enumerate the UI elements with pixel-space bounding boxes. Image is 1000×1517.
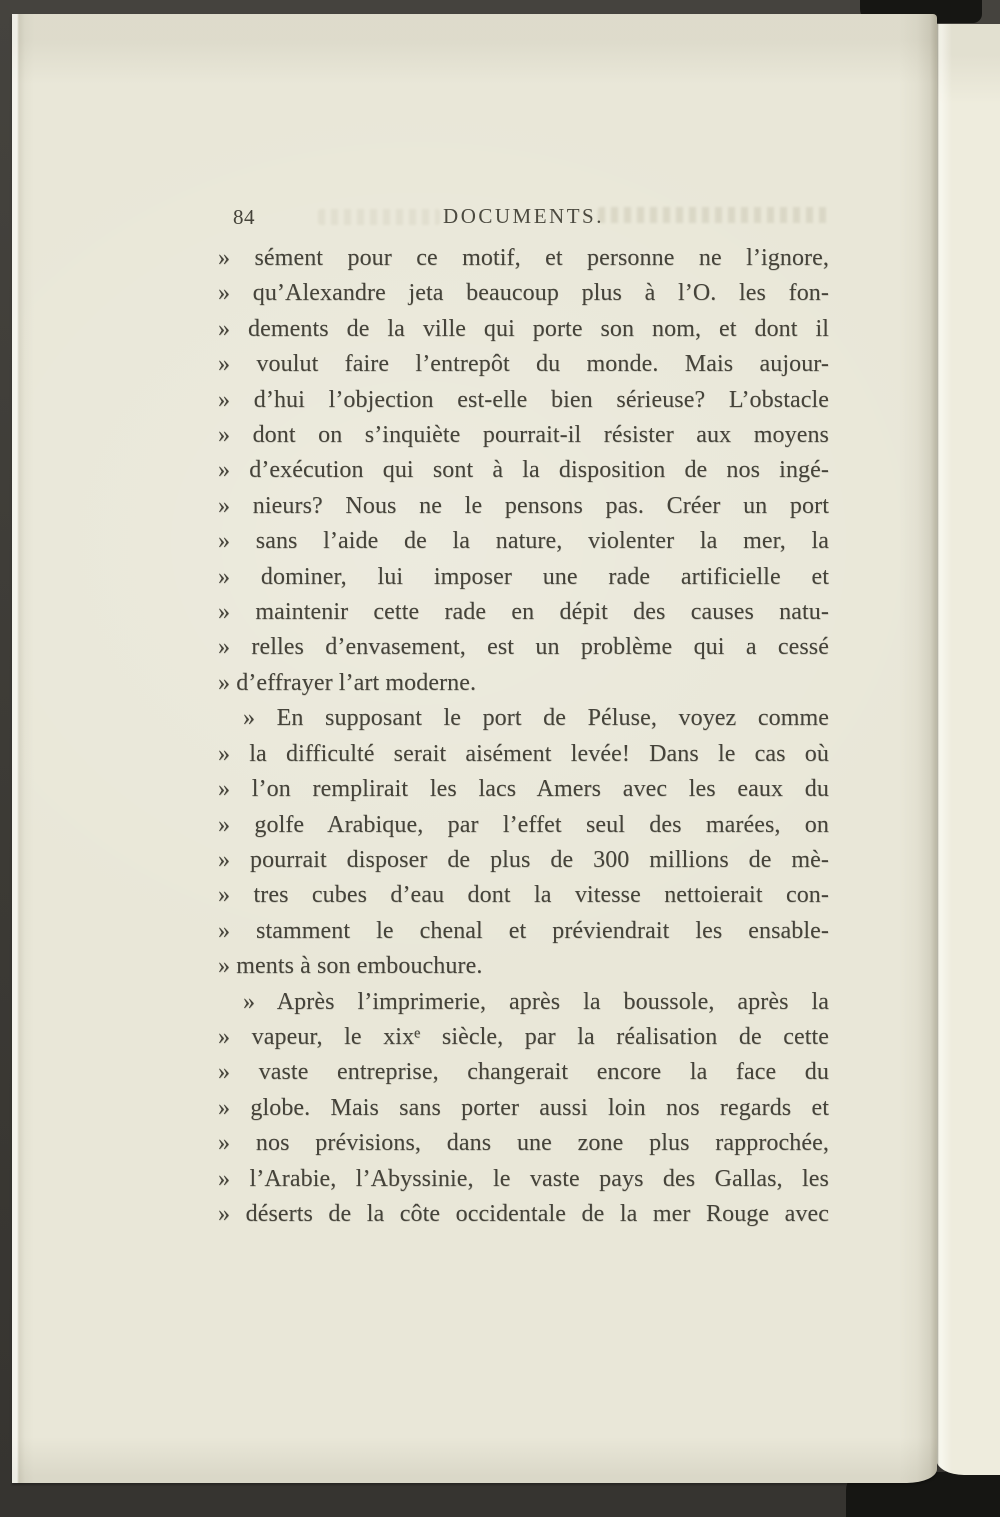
text-line: » maintenir cette rade en dépit des causes natu- xyxy=(218,599,829,626)
text-line: » sément pour ce motif, et personne ne l’ignore, xyxy=(218,245,829,271)
text-line: » la difficulté serait aisément levée! Dans le cas où xyxy=(218,740,829,767)
text-line: » déserts de la côte occidentale de la mer Rouge avec xyxy=(218,1200,829,1227)
text-line: » stamment le chenal et préviendrait les ensable- xyxy=(218,917,829,944)
page-text xyxy=(218,241,829,1232)
text-line: » voulut faire l’entrepôt du monde. Mais aujour- xyxy=(218,351,829,378)
text-line: » globe. Mais sans porter aussi loin nos regards et xyxy=(218,1094,829,1121)
text-line: » golfe Arabique, par l’effet seul des marées, on xyxy=(218,811,829,838)
text-line: » l’on remplirait les lacs Amers avec les eaux du xyxy=(218,776,829,803)
next-page-edge xyxy=(936,24,1000,1475)
text-line: » Après l’imprimerie, après la boussole, après la xyxy=(243,988,829,1015)
text-line: » ments à son embouchure. xyxy=(218,953,483,980)
text-line: » l’Arabie, l’Abyssinie, le vaste pays des Gallas, les xyxy=(218,1165,829,1192)
text-line: » qu’Alexandre jeta beaucoup plus à l’O. les fon- xyxy=(218,280,829,307)
text-line: » dont on s’inquiète pourrait-il résister aux moyens xyxy=(218,422,829,449)
page-number: 84 xyxy=(233,205,255,229)
text-line: » dominer, lui imposer une rade artificielle et xyxy=(218,563,829,590)
text-line: » tres cubes d’eau dont la vitesse nettoierait con- xyxy=(218,882,829,909)
text-line: » nos prévisions, dans une zone plus rapprochée, xyxy=(218,1130,829,1157)
text-line: » sans l’aide de la nature, violenter la mer, la xyxy=(218,528,829,555)
text-line: » dements de la ville qui porte son nom, et dont il xyxy=(218,315,829,342)
text-line: » pourrait disposer de plus de 300 millions de mè- xyxy=(218,846,829,873)
text-line: » vaste entreprise, changerait encore la face du xyxy=(218,1059,829,1086)
text-line: » d’hui l’objection est-elle bien sérieuse? L’obstacle xyxy=(218,386,829,413)
text-line: » vapeur, le xixᵉ siècle, par la réalisation de cette xyxy=(218,1023,829,1050)
text-line: » En supposant le port de Péluse, voyez comme xyxy=(243,705,829,732)
text-line: » relles d’envasement, est un problème qui a cessé xyxy=(218,634,829,661)
text-line: » d’exécution qui sont à la disposition de nos ingé- xyxy=(218,457,829,484)
text-line: » d’effrayer l’art moderne. xyxy=(218,669,477,696)
text-line: » nieurs? Nous ne le pensons pas. Créer un port xyxy=(218,492,829,519)
running-header: DOCUMENTS. xyxy=(443,204,604,228)
